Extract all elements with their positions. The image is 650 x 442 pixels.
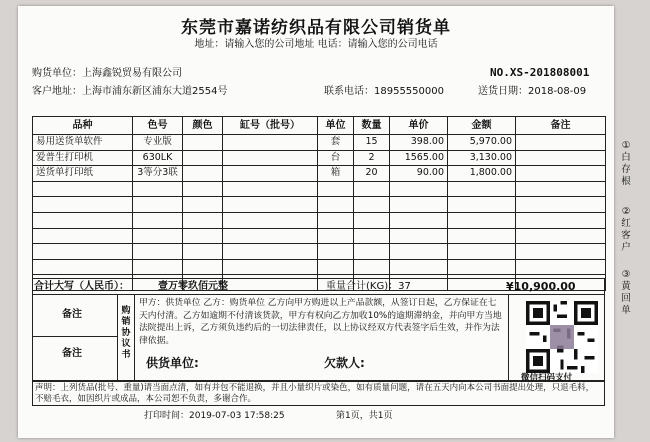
side-label-yellow-receipt: ③黄回单 <box>621 269 631 316</box>
table-cell <box>183 228 223 244</box>
items-table <box>32 116 606 291</box>
table-cell <box>448 244 516 260</box>
table-cell: 90.00 <box>390 166 448 182</box>
qr-caption: 微信扫码支付 <box>521 373 573 383</box>
table-row <box>33 212 606 228</box>
table-row <box>33 197 606 213</box>
table-cell <box>223 166 318 182</box>
table-cell: 1,800.00 <box>448 166 516 182</box>
col-header-color: 颜色 <box>183 117 223 135</box>
agreement-text: 甲方：供货单位 乙方：购货单位 乙方向甲方购进以上产品款额，从签订日起，乙方保证在七天内付清。乙方如逾期不付清该货款，甲方有权向乙方加收10%的逾期滞纳金，并向甲方当地法院提出上诉，乙方须负违约后的一切法律责任，以上协议经双方代表签字后生效，并作为法律依据。 <box>139 298 502 346</box>
remark-row-divider <box>32 336 117 337</box>
table-cell <box>183 197 223 213</box>
table-cell <box>390 197 448 213</box>
table-cell <box>354 228 390 244</box>
table-cell <box>354 197 390 213</box>
table-cell <box>223 181 318 197</box>
table-cell <box>33 228 133 244</box>
declaration-text: 声明：上列货品(批号、重量)请当面点清，如有并包不能退换，并且小量织片或染色，如有质量问题，请在五天内向本公司书面提出处理，只退毛料，不赔毛衣，如因织片或成品，本公司恕不负责，多谢合作。 <box>35 383 595 404</box>
col-header-unit: 单位 <box>318 117 354 135</box>
col-header-color-code: 色号 <box>133 117 183 135</box>
table-cell: 专业版 <box>133 135 183 151</box>
table-cell <box>516 244 606 260</box>
table-cell <box>223 259 318 275</box>
table-cell: 398.00 <box>390 135 448 151</box>
table-cell <box>223 197 318 213</box>
remark-col-divider <box>117 294 118 381</box>
table-cell <box>223 212 318 228</box>
side-label-white-stub: ①白存根 <box>621 140 631 187</box>
col-header-amount: 金额 <box>448 117 516 135</box>
table-cell <box>183 166 223 182</box>
table-cell <box>183 244 223 260</box>
table-cell <box>448 212 516 228</box>
table-row <box>33 228 606 244</box>
total-words-label: 合计大写（人民币）： <box>34 281 129 292</box>
print-time: 打印时间：2019-07-03 17:58:25 <box>144 411 285 421</box>
table-cell: 15 <box>354 135 390 151</box>
table-cell: 5,970.00 <box>448 135 516 151</box>
table-cell: 1565.00 <box>390 150 448 166</box>
table-cell: 送货单打印纸 <box>33 166 133 182</box>
delivery-date-field: 送货日期：2018-08-09 <box>478 86 587 97</box>
address-field: 客户地址：上海市浦东新区浦东大道2554号 <box>32 86 228 97</box>
table-cell <box>390 244 448 260</box>
table-row <box>33 181 606 197</box>
table-cell <box>354 259 390 275</box>
total-weight: 重量合计(KG)：37 <box>326 281 411 292</box>
table-cell <box>183 259 223 275</box>
table-cell <box>516 135 606 151</box>
table-cell <box>33 197 133 213</box>
col-header-variety: 品种 <box>33 117 133 135</box>
col-header-batch: 缸号（批号） <box>223 117 318 135</box>
page-info: 第1页，共1页 <box>336 411 393 421</box>
table-row <box>33 150 606 166</box>
table-cell <box>516 181 606 197</box>
order-number: NO.XS-201808001 <box>490 66 590 79</box>
debtor-signature-label: 欠款人: <box>324 356 365 370</box>
table-cell <box>354 212 390 228</box>
table-cell <box>318 197 354 213</box>
table-cell <box>448 259 516 275</box>
table-cell <box>516 259 606 275</box>
table-cell <box>318 244 354 260</box>
col-header-remarks: 备注 <box>516 117 606 135</box>
table-cell <box>354 244 390 260</box>
table-cell: 2 <box>354 150 390 166</box>
table-cell <box>183 212 223 228</box>
table-cell <box>516 197 606 213</box>
phone-field: 联系电话：18955550000 <box>324 86 444 97</box>
table-cell <box>448 197 516 213</box>
table-cell: 爱普生打印机 <box>33 150 133 166</box>
table-cell <box>183 135 223 151</box>
document-title: 东莞市嘉诺纺织品有限公司销货单 <box>181 18 451 38</box>
table-cell <box>390 181 448 197</box>
remark-label-2: 备注 <box>62 348 82 359</box>
table-row <box>33 135 606 151</box>
table-cell <box>133 181 183 197</box>
total-amount: ¥10,900.00 <box>506 280 576 293</box>
sales-slip <box>18 6 631 438</box>
table-cell: 易用送货单软件 <box>33 135 133 151</box>
table-cell: 台 <box>318 150 354 166</box>
table-cell <box>33 244 133 260</box>
table-cell <box>390 212 448 228</box>
table-cell <box>354 181 390 197</box>
table-cell: 箱 <box>318 166 354 182</box>
table-cell <box>318 181 354 197</box>
table-cell: 3等分3联 <box>133 166 183 182</box>
table-cell <box>516 150 606 166</box>
table-cell: 3,130.00 <box>448 150 516 166</box>
table-cell <box>318 228 354 244</box>
table-cell <box>516 228 606 244</box>
table-cell <box>33 212 133 228</box>
side-label-red-customer: ②红客户 <box>621 206 631 253</box>
table-cell <box>390 259 448 275</box>
remark-label-1: 备注 <box>62 309 82 320</box>
table-cell <box>133 244 183 260</box>
buyer-field: 购货单位：上海鑫锐贸易有限公司 <box>32 68 182 79</box>
table-cell <box>318 212 354 228</box>
table-cell <box>516 166 606 182</box>
table-cell <box>133 259 183 275</box>
col-header-quantity: 数量 <box>354 117 390 135</box>
table-cell: 630LK <box>133 150 183 166</box>
qr-col-divider <box>508 294 509 381</box>
table-header-row <box>33 117 606 135</box>
table-cell <box>318 259 354 275</box>
table-row <box>33 259 606 275</box>
table-cell <box>448 228 516 244</box>
table-cell <box>223 135 318 151</box>
agreement-col-divider <box>134 294 135 381</box>
col-header-price: 单价 <box>390 117 448 135</box>
table-cell <box>133 212 183 228</box>
table-cell <box>133 228 183 244</box>
table-cell <box>183 181 223 197</box>
table-row <box>33 166 606 182</box>
agreement-title: 购销协议书 <box>121 306 131 360</box>
table-cell <box>223 228 318 244</box>
table-cell <box>33 181 133 197</box>
table-cell: 20 <box>354 166 390 182</box>
table-row <box>33 244 606 260</box>
supplier-signature-label: 供货单位: <box>146 356 199 370</box>
qr-code-icon <box>526 301 598 373</box>
table-cell <box>133 197 183 213</box>
company-contact: 地址：请输入您的公司地址 电话：请输入您的公司电话 <box>194 39 438 50</box>
table-cell <box>390 228 448 244</box>
table-cell <box>183 150 223 166</box>
table-cell <box>516 212 606 228</box>
table-cell <box>223 244 318 260</box>
table-cell <box>223 150 318 166</box>
table-cell <box>448 181 516 197</box>
table-cell <box>33 259 133 275</box>
total-words-value: 壹万零玖佰元整 <box>158 281 228 292</box>
table-cell: 套 <box>318 135 354 151</box>
